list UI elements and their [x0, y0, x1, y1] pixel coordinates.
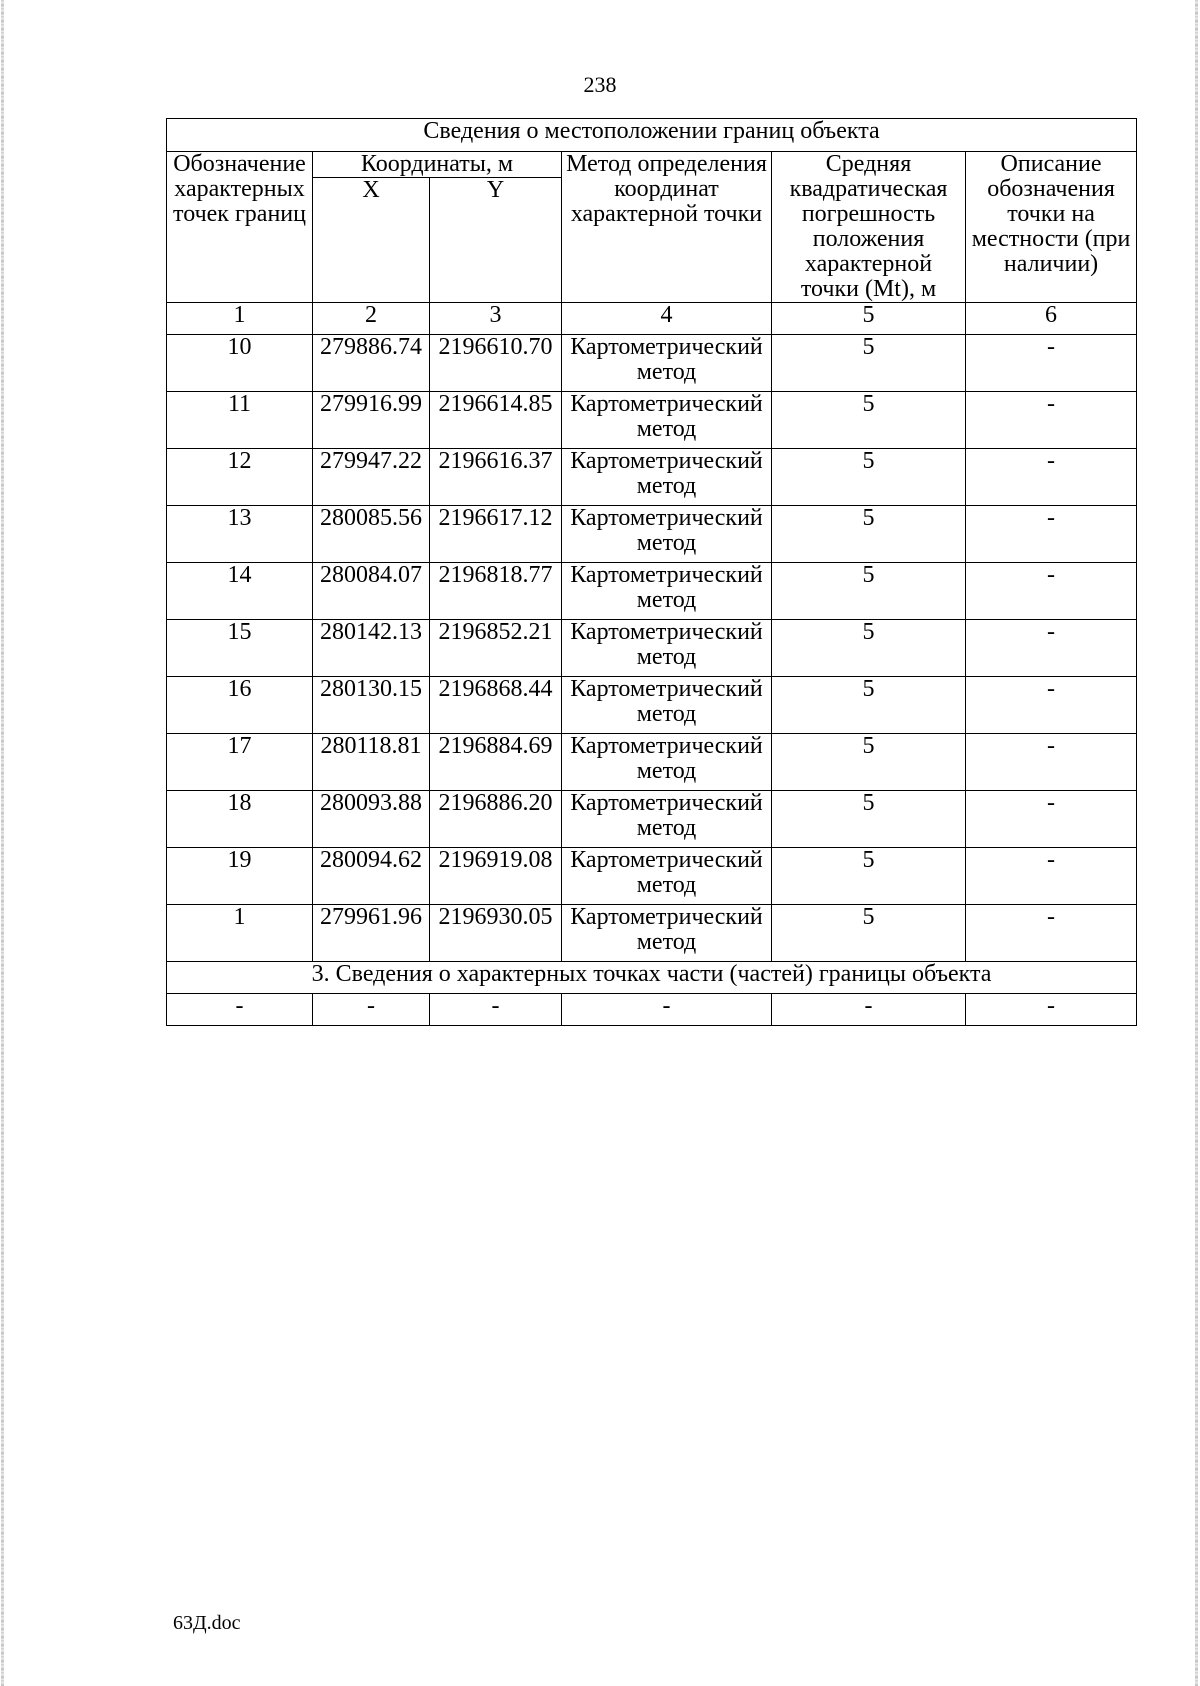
cell-method: Картометрический метод [562, 563, 772, 620]
header-accuracy: Средняя квадратическая погрешность положения характерной точки (Mt), м [772, 152, 966, 303]
cell-accuracy: 5 [772, 506, 966, 563]
cell-y: 2196818.77 [430, 563, 562, 620]
cell-point: 10 [167, 335, 313, 392]
cell-y: 2196616.37 [430, 449, 562, 506]
header-y: Y [430, 178, 562, 303]
cell-accuracy: 5 [772, 848, 966, 905]
cell-method: Картометрический метод [562, 734, 772, 791]
table-row [167, 734, 1137, 791]
cell-point: 11 [167, 392, 313, 449]
cell-accuracy: 5 [772, 677, 966, 734]
table-row [167, 620, 1137, 677]
cell-accuracy: 5 [772, 620, 966, 677]
cell-description: - [966, 392, 1137, 449]
cell-point: 16 [167, 677, 313, 734]
section3-dash-row [167, 994, 1137, 1026]
cell-point: 14 [167, 563, 313, 620]
cell-point: 19 [167, 848, 313, 905]
column-number: 3 [430, 303, 562, 335]
cell-method: Картометрический метод [562, 791, 772, 848]
header-point-designation: Обозначение характерных точек границ [167, 152, 313, 303]
cell-method: Картометрический метод [562, 449, 772, 506]
boundary-coordinates-table [166, 118, 1137, 1026]
section3-cell: - [562, 994, 772, 1026]
cell-description: - [966, 848, 1137, 905]
cell-method: Картометрический метод [562, 905, 772, 962]
cell-point: 17 [167, 734, 313, 791]
cell-x: 280130.15 [313, 677, 430, 734]
cell-x: 279961.96 [313, 905, 430, 962]
header-method: Метод определения координат характерной точки [562, 152, 772, 303]
table-row [167, 506, 1137, 563]
cell-y: 2196884.69 [430, 734, 562, 791]
cell-y: 2196617.12 [430, 506, 562, 563]
table-row [167, 848, 1137, 905]
column-number: 1 [167, 303, 313, 335]
cell-x: 280085.56 [313, 506, 430, 563]
section3-cell: - [772, 994, 966, 1026]
cell-accuracy: 5 [772, 563, 966, 620]
footer-document-name: 63Д.doc [173, 1612, 241, 1634]
cell-accuracy: 5 [772, 449, 966, 506]
table-row [167, 791, 1137, 848]
cell-description: - [966, 563, 1137, 620]
header-x: X [313, 178, 430, 303]
table-row [167, 563, 1137, 620]
cell-y: 2196919.08 [430, 848, 562, 905]
cell-accuracy: 5 [772, 734, 966, 791]
cell-method: Картометрический метод [562, 848, 772, 905]
cell-point: 15 [167, 620, 313, 677]
cell-accuracy: 5 [772, 791, 966, 848]
cell-method: Картометрический метод [562, 677, 772, 734]
cell-description: - [966, 506, 1137, 563]
section3-cell: - [966, 994, 1137, 1026]
cell-accuracy: 5 [772, 335, 966, 392]
cell-description: - [966, 734, 1137, 791]
cell-method: Картометрический метод [562, 620, 772, 677]
cell-description: - [966, 620, 1137, 677]
cell-point: 13 [167, 506, 313, 563]
header-description: Описание обозначения точки на местности (при наличии) [966, 152, 1137, 303]
section3-cell: - [313, 994, 430, 1026]
table-row [167, 335, 1137, 392]
table-row [167, 905, 1137, 962]
column-number: 2 [313, 303, 430, 335]
cell-y: 2196930.05 [430, 905, 562, 962]
table-row [167, 392, 1137, 449]
section3-cell: - [167, 994, 313, 1026]
cell-description: - [966, 791, 1137, 848]
cell-description: - [966, 449, 1137, 506]
cell-y: 2196614.85 [430, 392, 562, 449]
cell-method: Картометрический метод [562, 335, 772, 392]
cell-method: Картометрический метод [562, 392, 772, 449]
cell-x: 280118.81 [313, 734, 430, 791]
cell-x: 280094.62 [313, 848, 430, 905]
column-number: 5 [772, 303, 966, 335]
section3-cell: - [430, 994, 562, 1026]
cell-accuracy: 5 [772, 905, 966, 962]
column-number: 4 [562, 303, 772, 335]
cell-x: 280142.13 [313, 620, 430, 677]
cell-x: 280093.88 [313, 791, 430, 848]
scan-edge-right [1195, 0, 1198, 1686]
cell-description: - [966, 905, 1137, 962]
header-coordinates: Координаты, м [313, 152, 562, 178]
table-row [167, 449, 1137, 506]
cell-y: 2196852.21 [430, 620, 562, 677]
table-row [167, 677, 1137, 734]
cell-accuracy: 5 [772, 392, 966, 449]
page-number: 238 [583, 72, 617, 97]
cell-x: 279886.74 [313, 335, 430, 392]
column-number: 6 [966, 303, 1137, 335]
table-title: Сведения о местоположении границ объекта [167, 119, 1137, 152]
scan-edge-left [1, 0, 4, 1686]
cell-description: - [966, 677, 1137, 734]
cell-y: 2196886.20 [430, 791, 562, 848]
cell-method: Картометрический метод [562, 506, 772, 563]
cell-point: 12 [167, 449, 313, 506]
cell-y: 2196868.44 [430, 677, 562, 734]
cell-x: 279916.99 [313, 392, 430, 449]
cell-x: 280084.07 [313, 563, 430, 620]
cell-point: 18 [167, 791, 313, 848]
cell-point: 1 [167, 905, 313, 962]
column-numbers-row [167, 303, 1137, 335]
section3-title: 3. Сведения о характерных точках части (частей) границы объекта [167, 962, 1137, 994]
cell-y: 2196610.70 [430, 335, 562, 392]
cell-description: - [966, 335, 1137, 392]
cell-x: 279947.22 [313, 449, 430, 506]
